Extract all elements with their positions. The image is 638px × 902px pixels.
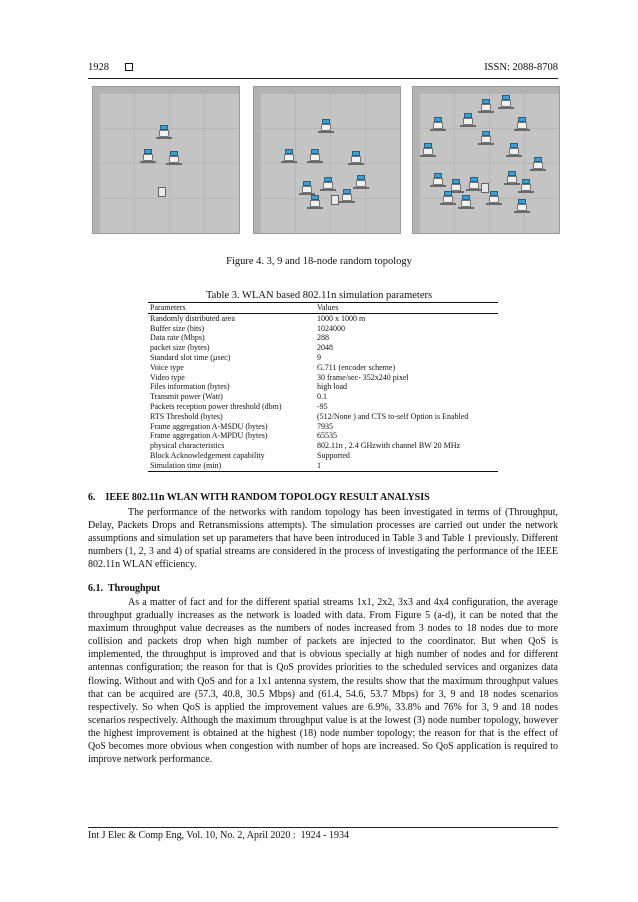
parameter-cell: Frame aggregation A-MSDU (bytes) bbox=[150, 421, 268, 431]
parameter-cell: Simulation time (min) bbox=[148, 461, 315, 471]
table-row bbox=[148, 422, 498, 432]
value-cell: 7935 bbox=[317, 421, 333, 431]
issn: ISSN: 2088-8708 bbox=[484, 62, 558, 73]
node-icon bbox=[143, 149, 153, 162]
node-icon bbox=[509, 143, 519, 156]
node-icon bbox=[521, 179, 531, 192]
value-cell: 2048 bbox=[317, 343, 333, 353]
header-rule bbox=[88, 78, 558, 79]
node-icon bbox=[463, 113, 473, 126]
node-icon bbox=[517, 199, 527, 212]
node-icon bbox=[533, 157, 543, 170]
node-icon bbox=[517, 117, 527, 130]
page-header bbox=[88, 62, 558, 76]
page-number: 1928 bbox=[88, 62, 109, 73]
node-icon bbox=[443, 191, 453, 204]
value-cell: 1000 x 1000 m bbox=[317, 313, 366, 323]
section-6-paragraph: The performance of the networks with random topology has been investigated in terms of (Throughput, Delay, Packets Drops and Retransmissions attempts). The simulation processes are carried out under the network assumptions and simulation set up parameters that have been introduced in Table 3 and Table 1 previously. Different numbers (1, 2, 3 and 4) of spatial streams are considered in the process of investigating the performance of the IEEE 802.11n WLAN efficiency. bbox=[88, 507, 558, 571]
section-6-1-body bbox=[88, 596, 558, 766]
table-row bbox=[148, 343, 498, 353]
footer-rule bbox=[88, 827, 558, 828]
node-icon bbox=[310, 195, 320, 208]
node-icon bbox=[489, 191, 499, 204]
table-header-row bbox=[148, 303, 498, 314]
parameter-cell: Transmit power (Watt) bbox=[150, 392, 223, 402]
node-icon bbox=[356, 175, 366, 188]
topology-18-nodes bbox=[412, 86, 560, 234]
topology-3-nodes bbox=[92, 86, 240, 234]
node-icon bbox=[351, 151, 361, 164]
parameter-cell: Standard slot time (µsec) bbox=[150, 352, 231, 362]
table-row bbox=[148, 373, 498, 383]
section-6-body bbox=[88, 506, 558, 571]
table-row bbox=[148, 441, 498, 451]
node-icon bbox=[323, 177, 333, 190]
parameter-cell: Block Acknowledgement capability bbox=[150, 450, 265, 460]
parameter-cell: Files information (bytes) bbox=[150, 382, 230, 392]
parameter-cell: Video type bbox=[150, 372, 185, 382]
table-row bbox=[148, 333, 498, 343]
table-row bbox=[148, 363, 498, 373]
node-icon bbox=[507, 171, 517, 184]
node-icon bbox=[423, 143, 433, 156]
parameter-cell: Buffer size (bits) bbox=[150, 323, 205, 333]
value-cell: 30 frame/sec- 352x240 pixel bbox=[317, 372, 409, 382]
table-row bbox=[148, 451, 498, 461]
parameter-cell: packet size (bytes) bbox=[150, 343, 210, 353]
value-cell: 9 bbox=[317, 352, 321, 362]
table-row bbox=[148, 353, 498, 363]
value-cell: 1024000 bbox=[317, 323, 345, 333]
node-icon bbox=[159, 125, 169, 138]
parameter-cell: Frame aggregation A-MPDU (bytes) bbox=[150, 431, 268, 441]
node-icon bbox=[433, 173, 443, 186]
value-cell: -95 bbox=[317, 401, 328, 411]
server-icon bbox=[481, 183, 489, 193]
parameter-cell: physical characteristics bbox=[150, 441, 225, 451]
table-row bbox=[148, 461, 498, 471]
value-cell: Supported bbox=[317, 450, 350, 460]
node-icon bbox=[310, 149, 320, 162]
table-row bbox=[148, 382, 498, 392]
parameter-cell: Randomly distributed area bbox=[150, 313, 235, 323]
node-icon bbox=[433, 117, 443, 130]
node-icon bbox=[481, 99, 491, 112]
parameters-table bbox=[148, 302, 498, 472]
table-row bbox=[148, 431, 498, 441]
node-icon bbox=[501, 95, 511, 108]
section-6-heading: 6. IEEE 802.11n WLAN WITH RANDOM TOPOLOGY RESULT ANALYSIS bbox=[88, 492, 430, 503]
node-icon bbox=[481, 131, 491, 144]
topology-9-nodes bbox=[253, 86, 401, 234]
value-cell: 288 bbox=[317, 333, 329, 343]
table-caption: Table 3. WLAN based 802.11n simulation parameters bbox=[205, 290, 433, 301]
value-cell: G.711 (encoder scheme) bbox=[317, 362, 396, 372]
table-row bbox=[148, 412, 498, 422]
section-6-1-paragraph: As a matter of fact and for the different spatial streams 1x1, 2x2, 3x3 and 4x4 configuration, the average throughput gradually increases as the network is loaded with data. From Figure 5 (a-d), it can be noted that the maximum throughput value decreases as the numbers of nodes increased from 3 nodes to 18 nodes due to more collision and packets drop when high number of packets are injected to the coordinator. But when QoS is implemented, the throughput is improved and that is obvious specially at high number of nodes and for different antennas configuration; the reason for that is QoS provides priorities to the scheduled services and organizes data flowing. Without and with QoS and for a 1x1 antenna system, the results show that the maximum throughput values that can be acquired are (57.3, 40.8, 30.5 Mbps) and (61.4, 54.6, 53.7 Mbps) for 3, 9 and 18 nodes scenarios respectively. So when QoS is applied the improvement values are 6.9%, 33.8% and 76% for 3, 9 and 18 nodes scenarios respectively. Although the maximum throughput value is at the lowest (3) node number topology, however the highest improvement is obtained at the highest (18) node number topology; the reason for that is the effect of QoS becomes more obvious when congestion with number of hops are increased. So QoS application is required to improve network performance. bbox=[88, 597, 558, 766]
node-icon bbox=[461, 195, 471, 208]
node-icon bbox=[469, 177, 479, 190]
value-cell: (512/None ) and CTS to-self Option is Enabled bbox=[317, 411, 469, 421]
table-row bbox=[148, 324, 498, 334]
server-icon bbox=[331, 195, 339, 205]
table-row bbox=[148, 313, 498, 323]
value-cell: 1 bbox=[315, 461, 498, 471]
value-cell: 802.11n , 2.4 GHzwith channel BW 20 MHz bbox=[317, 441, 461, 451]
table-row bbox=[148, 402, 498, 412]
parameter-cell: Voice type bbox=[150, 362, 184, 372]
node-icon bbox=[342, 189, 352, 202]
node-icon bbox=[284, 149, 294, 162]
section-6-1-heading: 6.1. Throughput bbox=[88, 583, 161, 594]
parameter-cell: RTS Threshold (bytes) bbox=[150, 411, 223, 421]
parameter-cell: Packets reception power threshold (dbm) bbox=[150, 401, 282, 411]
figure-caption: Figure 4. 3, 9 and 18-node random topology bbox=[226, 256, 412, 267]
value-cell: 65535 bbox=[317, 431, 337, 441]
page-footer: Int J Elec & Comp Eng, Vol. 10, No. 2, April 2020 : 1924 - 1934 bbox=[88, 830, 350, 841]
column-header-values: Values bbox=[315, 303, 498, 314]
table-row bbox=[148, 392, 498, 402]
square-icon bbox=[125, 63, 133, 71]
server-icon bbox=[158, 187, 166, 197]
parameter-cell: Data rate (Mbps) bbox=[150, 333, 205, 343]
node-icon bbox=[169, 151, 179, 164]
value-cell: high load bbox=[317, 382, 347, 392]
value-cell: 0.1 bbox=[317, 392, 327, 402]
column-header-parameters: Parameters bbox=[148, 303, 315, 314]
node-icon bbox=[302, 181, 312, 194]
node-icon bbox=[321, 119, 331, 132]
